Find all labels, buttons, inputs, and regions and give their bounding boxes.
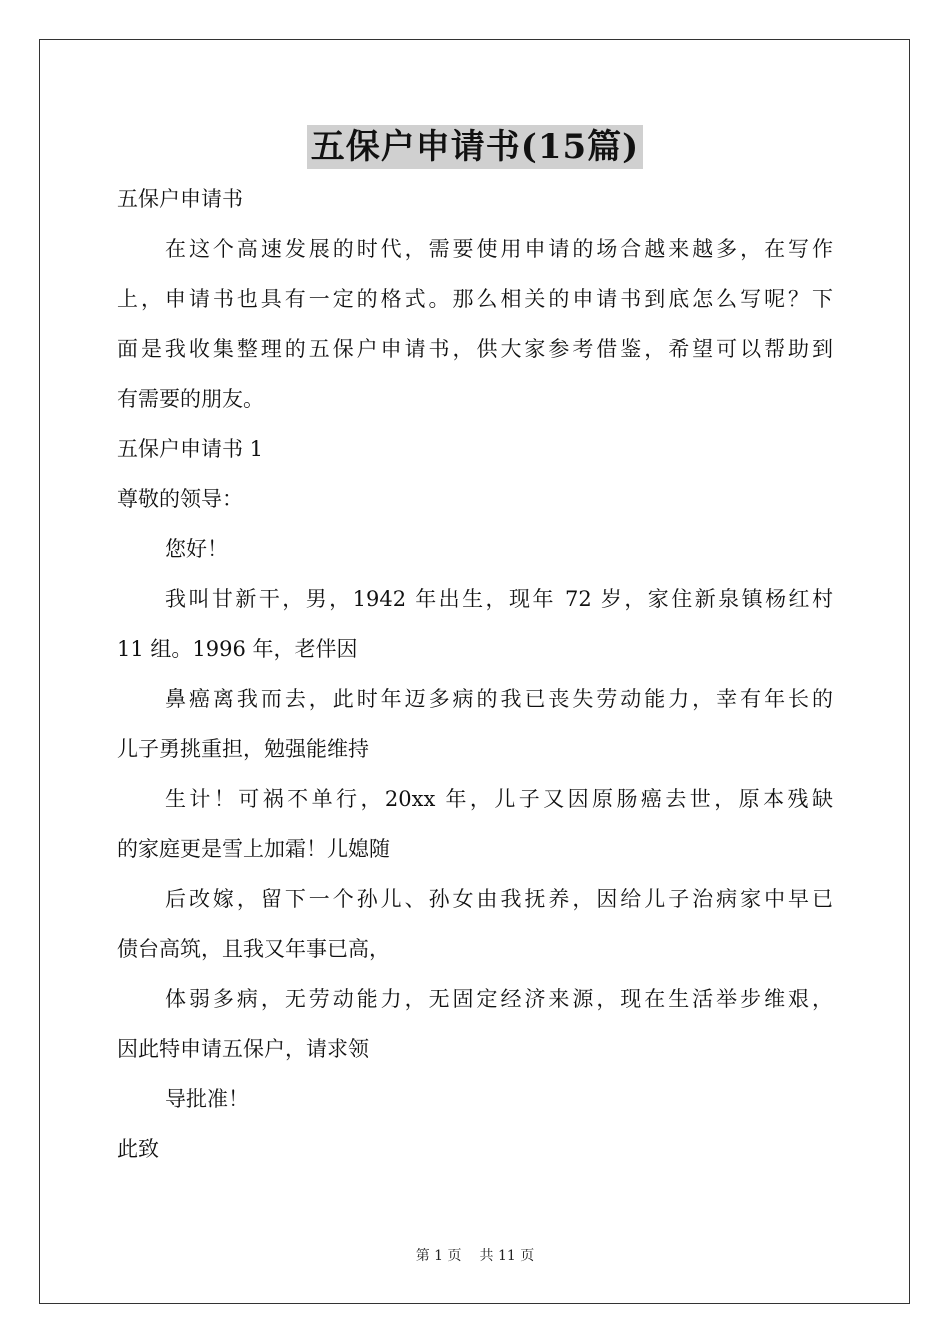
paragraph-line: 在这个高速发展的时代，需要使用申请的场合越来越多，在写作 — [165, 237, 833, 261]
closing-line: 此致 — [117, 1137, 159, 1161]
section-heading: 五保户申请书 1 — [117, 437, 264, 461]
paragraph-line: 体弱多病，无劳动能力，无固定经济来源，现在生活举步维艰， — [165, 987, 833, 1011]
paragraph-line: 上，申请书也具有一定的格式。那么相关的申请书到底怎么写呢？下 — [117, 287, 833, 311]
title-container — [0, 125, 950, 169]
paragraph-line: 债台高筑，且我又年事已高， — [117, 937, 390, 961]
paragraph-line: 鼻癌离我而去，此时年迈多病的我已丧失劳动能力，幸有年长的 — [165, 687, 833, 711]
paragraph-line: 的家庭更是雪上加霜！儿媳随 — [117, 837, 390, 861]
paragraph-line: 因此特申请五保户，请求领 — [117, 1037, 369, 1061]
paragraph-line: 后改嫁，留下一个孙儿、孙女由我抚养，因给儿子治病家中早已 — [165, 887, 833, 911]
page-total: 共 11 页 — [479, 1248, 535, 1264]
section-heading: 五保户申请书 — [117, 187, 243, 211]
greeting: 您好！ — [165, 537, 228, 561]
page-footer — [0, 1246, 950, 1266]
paragraph-line: 导批准！ — [165, 1087, 249, 1111]
paragraph-line: 生计！可祸不单行，20xx 年，儿子又因原肠癌去世，原本残缺 — [165, 787, 833, 811]
page-number: 第 1 页 — [415, 1248, 462, 1264]
paragraph-line: 面是我收集整理的五保户申请书，供大家参考借鉴，希望可以帮助到 — [117, 337, 833, 361]
paragraph-line: 儿子勇挑重担，勉强能维持 — [117, 737, 369, 761]
paragraph-line: 我叫甘新干，男，1942 年出生，现年 72 岁，家住新泉镇杨红村 — [165, 587, 833, 611]
paragraph-line: 11 组。1996 年，老伴因 — [117, 637, 358, 661]
document-title: 五保户申请书(15篇) — [307, 125, 644, 169]
paragraph-line: 有需要的朋友。 — [117, 387, 264, 411]
salutation: 尊敬的领导： — [117, 487, 243, 511]
document-body — [117, 174, 833, 1174]
